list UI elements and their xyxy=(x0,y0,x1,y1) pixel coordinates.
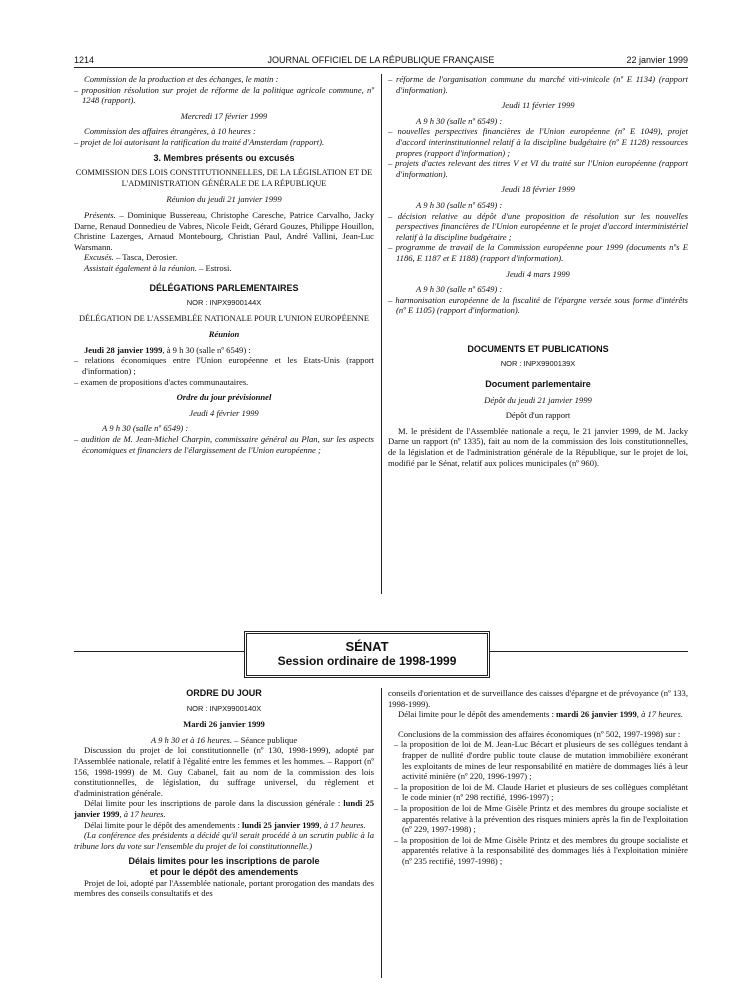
seance-line xyxy=(74,735,374,746)
document-parlementaire: Document parlementaire xyxy=(485,379,591,390)
jeudi4mars-date: Jeudi 4 mars 1999 xyxy=(506,268,570,279)
delais-heading-line2: et pour le dépôt des amendements xyxy=(149,866,299,877)
delegation-title: DÉLÉGATION DE L'ASSEMBLÉE NATIONALE POUR L'UNION EUROPÉENNE xyxy=(78,313,370,323)
jeudi28-time: , à 9 h 30 (salle nº 6549) : xyxy=(162,344,251,355)
delai3-date: mardi 26 janvier 1999 xyxy=(556,709,637,720)
jeudi4-time: A 9 h 30 (salle nº 6549) : xyxy=(102,423,189,434)
delai1-text: Délai limite pour les inscriptions de parole dans la discussion générale : xyxy=(84,798,344,809)
documents-heading: DOCUMENTS ET PUBLICATIONS xyxy=(467,343,609,354)
seance-publique: – Séance publique xyxy=(232,734,298,745)
bottom-left-column xyxy=(74,688,374,899)
issue-date: 22 janvier 1999 xyxy=(626,55,688,65)
jeudi28-item1: – relations économiques entre l'Union européenne et les Etats-Unis (rapport d'information) ; xyxy=(74,355,374,377)
conseils-paragraph: conseils d'orientation et de surveillance des caisses d'épargne et de prévoyance (nº 133, 1998-1999). xyxy=(388,688,688,709)
odj-heading: ORDRE DU JOUR xyxy=(186,688,262,698)
jeudi11-item1: – nouvelles perspectives financières de l'Union européenne (nº E 1049), projet d'accord interinstitutionnel relatif à la discipline budgétaire (nº E 1128) ressources propres (rapport d'information) ; xyxy=(388,126,688,158)
excuses-paragraph xyxy=(74,252,374,263)
column-divider-top xyxy=(381,74,382,594)
jeudi18-item2: – programme de travail de la Commission européenne pour 1999 (documents nºs E 1186, E 1187 et E 1188) (rapport d'information). xyxy=(388,242,688,263)
top-left-column xyxy=(74,74,374,455)
presents-label: Présents. xyxy=(84,209,116,220)
mardi26-date: Mardi 26 janvier 1999 xyxy=(183,719,265,730)
delai3-paragraph xyxy=(388,709,688,720)
conclusions-item2: – la proposition de loi de M. Claude Hariet et plusieurs de ses collègues complétant le code minier (nº 298 rectifié, 1996-1997) ; xyxy=(394,781,688,803)
page-number: 1214 xyxy=(74,55,95,65)
jeudi4-item: – audition de M. Jean-Michel Charpin, commissaire général au Plan, sur les aspects économiques et financiers de l'élargissement de l'Union européenne ; xyxy=(74,434,374,455)
assistait-text: – Estrosi. xyxy=(196,262,232,273)
reunion-date: Réunion du jeudi 21 janvier 1999 xyxy=(166,194,282,205)
column-divider-bottom xyxy=(381,688,382,978)
jeudi28-date: Jeudi 28 janvier 1999 xyxy=(84,344,163,355)
jeudi4mars-item: – harmonisation européenne de la fiscalité de l'épargne versée sous forme d'intérêts (nº E 1105) (rapport d'information). xyxy=(388,294,688,316)
delais-heading-line1: Délais limites pour les inscriptions de parole xyxy=(128,856,320,867)
reunion-heading: Réunion xyxy=(208,329,240,340)
depot-rapport: Dépôt d'un rapport xyxy=(505,410,571,421)
odj-nor: NOR : INPX9900140X xyxy=(186,703,262,713)
projet-loi-paragraph: Projet de loi, adopté par l'Assemblée nationale, portant prorogation des mandats des membres des conseils consultatifs et des xyxy=(74,877,374,899)
seance-hours: A 9 h 30 et à 16 heures. xyxy=(150,734,232,745)
conclusions-item4: – la proposition de loi de Mme Gisèle Printz et des membres du groupe socialiste et apparentés relative à la responsabilité des dommages liés à l'exploitation minière (nº 235 rectifié, 1997-1998) ; xyxy=(394,834,688,866)
excuses-label: Excusés. xyxy=(84,252,114,263)
delai2-hour: , à 17 heures. xyxy=(319,819,366,830)
jeudi4mars-time: A 9 h 30 (salle nº 6549) : xyxy=(416,284,503,295)
delai3-hour: , à 17 heures. xyxy=(636,709,683,720)
delegations-nor: NOR : INPX9900144X xyxy=(186,298,262,308)
delai1-hour: , à 17 heures. xyxy=(119,808,166,819)
presents-text: – Dominique Bussereau, Christophe Caresche, Patrice Carvalho, Jacky Darne, Renaud Donnedieu de Vabres, Nicole Feidt, Gérard Gouzes, Philippe Houillon, Christine Lazerges, Arnaud Montebourg, Christian Paul, André Vallini, Jean-Luc Warsmann. xyxy=(74,209,374,252)
delai2-text: Délai limite pour le dépôt des amendements : xyxy=(84,819,242,830)
jeudi11-time: A 9 h 30 (salle nº 6549) : xyxy=(416,115,503,126)
conclusions-paragraph: Conclusions de la commission des affaires économiques (nº 502, 1997-1998) sur : xyxy=(398,728,681,739)
commission-production-item: – proposition résolution sur projet de réforme de la politique agricole commune, nº 1248 (rapport). xyxy=(74,84,374,106)
bottom-right-column xyxy=(388,688,688,867)
delegations-heading: DÉLÉGATIONS PARLEMENTAIRES xyxy=(149,282,299,293)
documents-nor: NOR : INPX9900139X xyxy=(500,359,576,369)
senat-title: SÉNAT xyxy=(345,639,389,654)
delai2-date: lundi 25 janvier 1999 xyxy=(242,819,320,830)
jeudi28-line xyxy=(74,345,374,356)
conclusions-item3: – la proposition de loi de Mme Gisèle Printz et des membres du groupe socialiste et apparentés relative à la prévention des risques miniers après la fin de l'exploitation (nº 229, 1997-1998) ; xyxy=(394,802,688,835)
excuses-text: – Tasca, Derosier. xyxy=(113,252,178,263)
journal-title: JOURNAL OFFICIEL DE LA RÉPUBLIQUE FRANÇAISE xyxy=(267,55,495,65)
jeudi11-item2: – projets d'actes relevant des titres V et VI du traité sur l'Union européenne (rapport d'information). xyxy=(388,158,688,179)
section3-heading: 3. Membres présents ou excusés xyxy=(153,152,295,163)
date-mercredi: Mercredi 17 février 1999 xyxy=(180,110,268,121)
commission-lois-title: COMMISSION DES LOIS CONSTITUTIONNELLES, DE LA LÉGISLATION ET DE L'ADMINISTRATION GÉNÉRALE DE LA RÉPUBLIQUE xyxy=(75,168,373,188)
commission-affaires: Commission des affaires étrangères, à 10 heures : xyxy=(84,126,256,137)
jeudi18-date: Jeudi 18 février 1999 xyxy=(501,184,575,195)
conclusions-item1: – la proposition de loi de M. Jean-Luc Bécart et plusieurs de ses collègues tendant à frapper de nullité d'ordre public toute clause de mutation immobilière exonérant les exploitants de mines de leur responsabilité en matière de dommages liés à leur activité minière (nº 220, 1996-1997) ; xyxy=(394,739,688,782)
discussion-paragraph: Discussion du projet de loi constitutionnelle (nº 130, 1998-1999), adopté par l'Assemblée nationale, relatif à l'égalité entre les femmes et les hommes. – Rapport (nº 156, 1998-1999) de M. Guy Cabanel, fait au nom de la commission des lois constitutionnelles, de législation, du suffrage universel, du règlement et d'administration générale. xyxy=(74,745,374,798)
jeudi28-item2: – examen de propositions d'actes communautaires. xyxy=(74,376,249,387)
commission-affaires-item: – projet de loi autorisant la ratification du traité d'Amsterdam (rapport). xyxy=(74,136,325,147)
commission-production: Commission de la production et des échanges, le matin : xyxy=(84,74,279,84)
presents-paragraph xyxy=(74,210,374,252)
delai2-paragraph xyxy=(74,820,374,831)
page-header xyxy=(74,55,688,68)
depot-text: M. le président de l'Assemblée nationale a reçu, le 21 janvier 1999, de M. Jacky Darne un rapport (nº 1335), fait au nom de la commission des lois constitutionnelles, de la législation et de l'administration générale de la République, sur le projet de loi, modifié par le Sénat, relatif aux polices municipales (nº 960). xyxy=(388,425,688,468)
jeudi18-item1: – décision relative au dépôt d'une proposition de résolution sur les nouvelles perspectives financières de l'Union européenne et le projet d'accord interministériel relatif à la discipline budgétaire ; xyxy=(388,210,688,242)
conference-paragraph: (La conférence des présidents a décidé qu'il serait procédé à un scrutin public à la tribune lors du vote sur l'ensemble du projet de loi constitutionnelle.) xyxy=(74,830,374,851)
delai1-paragraph xyxy=(74,798,374,819)
delai3-text: Délai limite pour le dépôt des amendements : xyxy=(398,709,556,720)
item-viti-vinicole: – réforme de l'organisation commune du marché viti-vinicole (nº E 1134) (rapport d'information). xyxy=(388,74,688,95)
top-right-column xyxy=(388,74,688,468)
odj-previsionnel: Ordre du jour prévisionnel xyxy=(176,392,272,403)
senat-banner xyxy=(244,631,490,678)
jeudi11-date: Jeudi 11 février 1999 xyxy=(501,100,575,111)
delai1-date: lundi 25 janvier 1999 xyxy=(74,798,374,819)
jeudi18-time: A 9 h 30 (salle nº 6549) : xyxy=(416,199,503,210)
assistait-label: Assistait également à la réunion. xyxy=(84,262,197,273)
assistait-paragraph xyxy=(74,263,374,274)
jeudi4-date: Jeudi 4 février 1999 xyxy=(189,407,259,418)
senat-subtitle: Session ordinaire de 1998-1999 xyxy=(277,654,457,668)
depot-date: Dépôt du jeudi 21 janvier 1999 xyxy=(484,394,592,405)
